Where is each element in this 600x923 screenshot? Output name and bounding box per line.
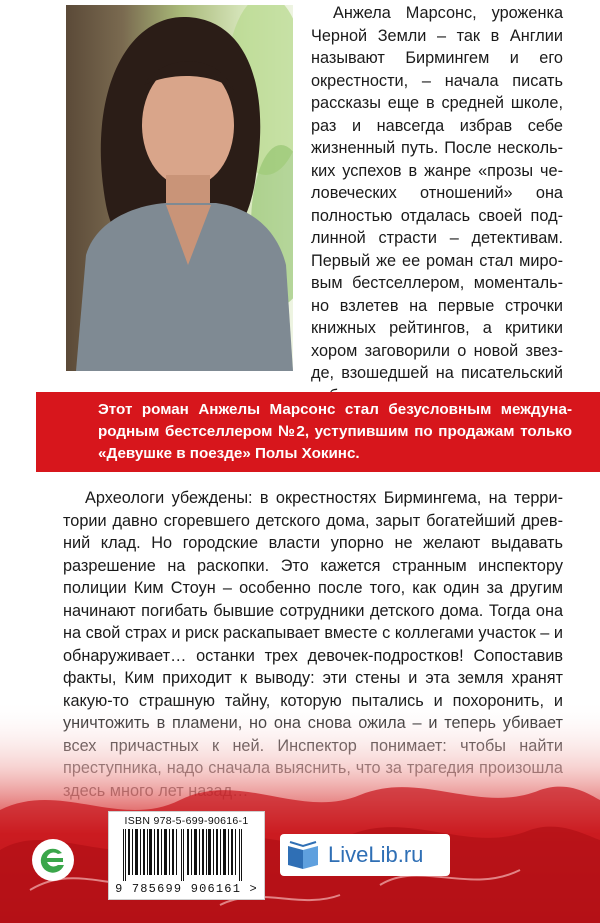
author-bio: Анжела Марсонс, уроженка Черной Земли – так в Англии называют Бирмингем и его окрестности, – начала писать рассказы еще в средней школе, раз и навсегда избрав себе жизненный путь. После нескольких успехов в жанре «прозы человеческих отношений» она полностью отдалась своей подлинной страсти – детективам. Первый же ее роман стал мировым бестселлером, моментально взлетев на первые строчки книжных рейтингов, а критики хором заговорили о новой звезде, взошедшей на писательский [311,4,563,382]
eksmo-e-logo-icon [31,838,75,882]
livelib-badge[interactable] [280,834,450,876]
barcode-digits: 9 785699 906161 > [115,882,258,896]
book-synopsis: Археологи убеждены: в окрестностях Бирмингема, на территории давно сгоревшего детского дома, зарыт богатейший древний клад. Но городские власти упорно не желают выдавать разрешение на раскопки. Это кажется странным инспектору полиции Ким Стоун – особенно после того, как один за другим начинают погибать бывшие сотрудники детского дома. Тогда она на свой страх и риск раскапывает вместе с коллегами участок – и обнаруживает… останки трех девочек-подростков! Сопоставив факты, Ким приходит к выводу: эти стены и эта земля хранят [63,489,563,687]
isbn-label: ISBN 978-5-699-90616-1 [124,815,249,827]
livelib-label: LiveLib.ru [328,842,424,867]
livelib-book-icon [286,840,320,870]
promo-banner-text: Этот роман Анжелы Марсонс стал безусловным международным бестселлером №2, уступившим по продажам только «Девушке в поезде» Полы Хокинс. [98,401,572,462]
barcode-bars [115,829,258,881]
author-photo [66,5,293,371]
isbn-barcode [108,811,265,900]
red-smoke-background [0,700,600,923]
promo-banner [36,392,600,472]
